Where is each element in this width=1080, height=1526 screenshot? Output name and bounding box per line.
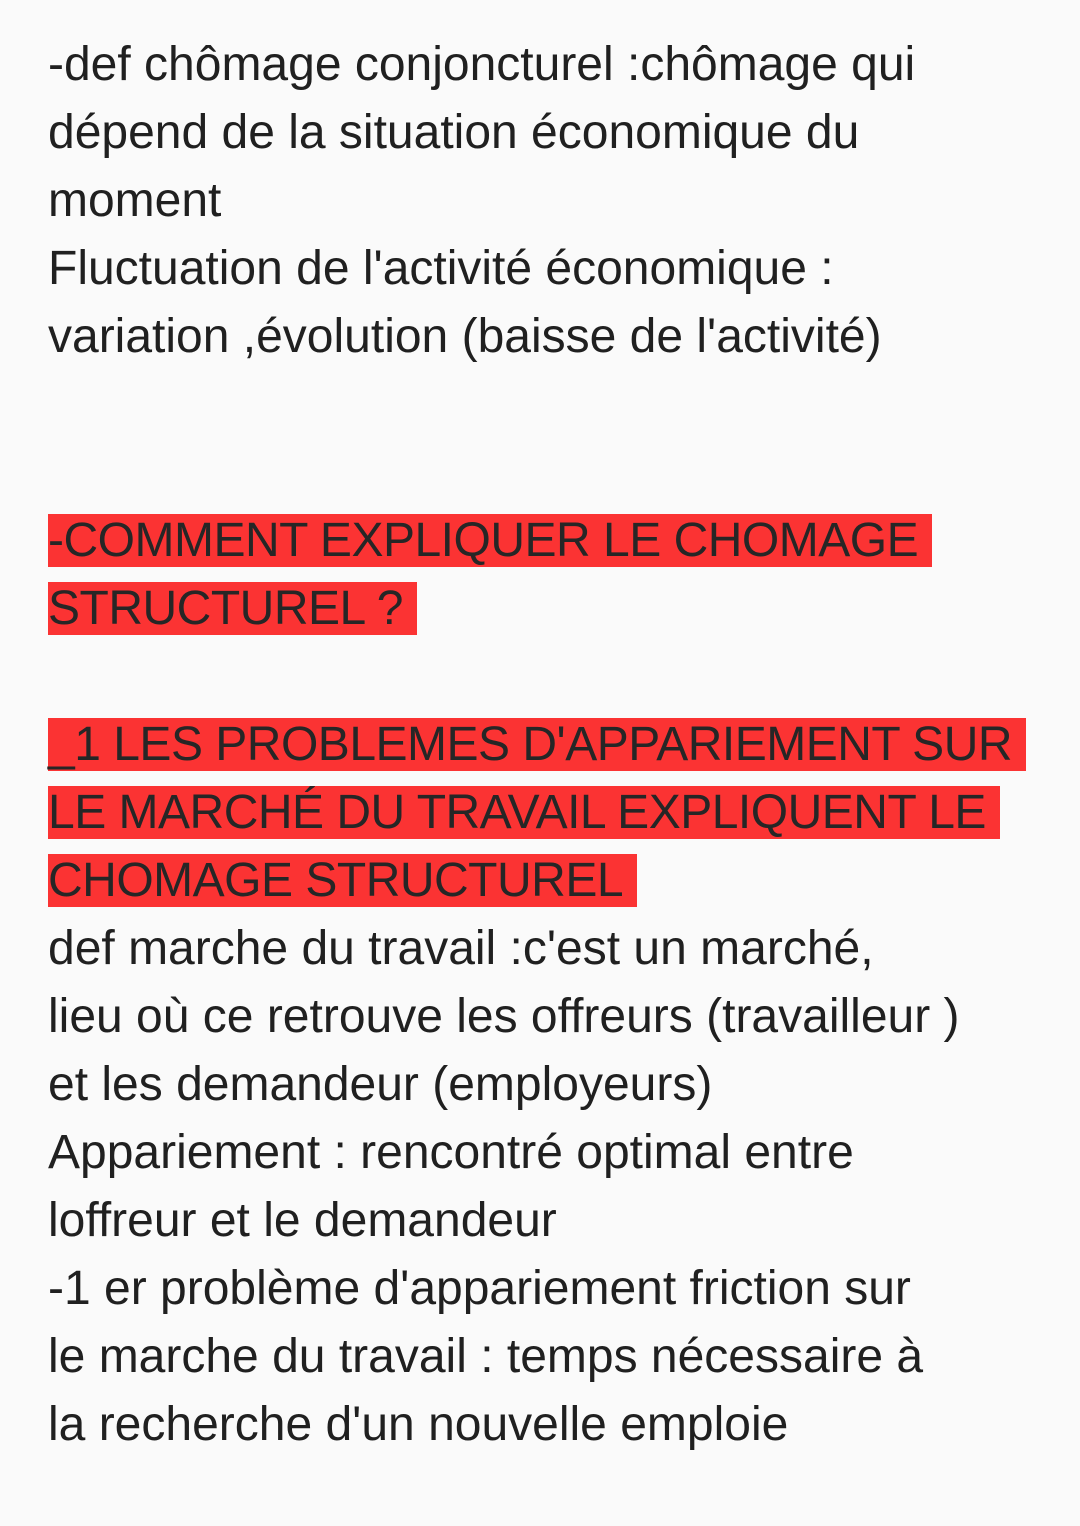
text-line: -def chômage conjoncturel :chômage qui bbox=[48, 38, 916, 91]
text-line: variation ,évolution (baisse de l'activité) bbox=[48, 310, 882, 363]
text-line: def marche du travail :c'est un marché, bbox=[48, 922, 874, 975]
note-document bbox=[48, 31, 1058, 1459]
text-line: moment bbox=[48, 174, 222, 227]
text-line: Appariement : rencontré optimal entre bbox=[48, 1126, 854, 1179]
heading-line: LE MARCHÉ DU TRAVAIL EXPLIQUENT LE bbox=[48, 786, 1000, 839]
text-line: dépend de la situation économique du bbox=[48, 106, 860, 159]
heading-line: CHOMAGE STRUCTUREL bbox=[48, 854, 637, 907]
blank-line bbox=[48, 371, 1058, 439]
definition-marche-du-travail bbox=[48, 915, 1058, 1459]
highlighted-heading-sub bbox=[48, 711, 1058, 915]
blank-line bbox=[48, 643, 1058, 711]
text-line: et les demandeur (employeurs) bbox=[48, 1058, 713, 1111]
text-line: loffreur et le demandeur bbox=[48, 1194, 557, 1247]
highlighted-heading-main bbox=[48, 507, 1058, 643]
heading-line: -COMMENT EXPLIQUER LE CHOMAGE bbox=[48, 514, 932, 567]
blank-line bbox=[48, 439, 1058, 507]
heading-line: STRUCTUREL ? bbox=[48, 582, 417, 635]
text-line: le marche du travail : temps nécessaire à bbox=[48, 1330, 924, 1383]
text-line: lieu où ce retrouve les offreurs (travailleur ) bbox=[48, 990, 960, 1043]
definition-chomage-conjoncturel bbox=[48, 31, 1058, 371]
text-line: Fluctuation de l'activité économique : bbox=[48, 242, 834, 295]
text-line: la recherche d'un nouvelle emploie bbox=[48, 1398, 789, 1451]
text-line: -1 er problème d'appariement friction sur bbox=[48, 1262, 911, 1315]
heading-line: _1 LES PROBLEMES D'APPARIEMENT SUR bbox=[48, 718, 1026, 771]
